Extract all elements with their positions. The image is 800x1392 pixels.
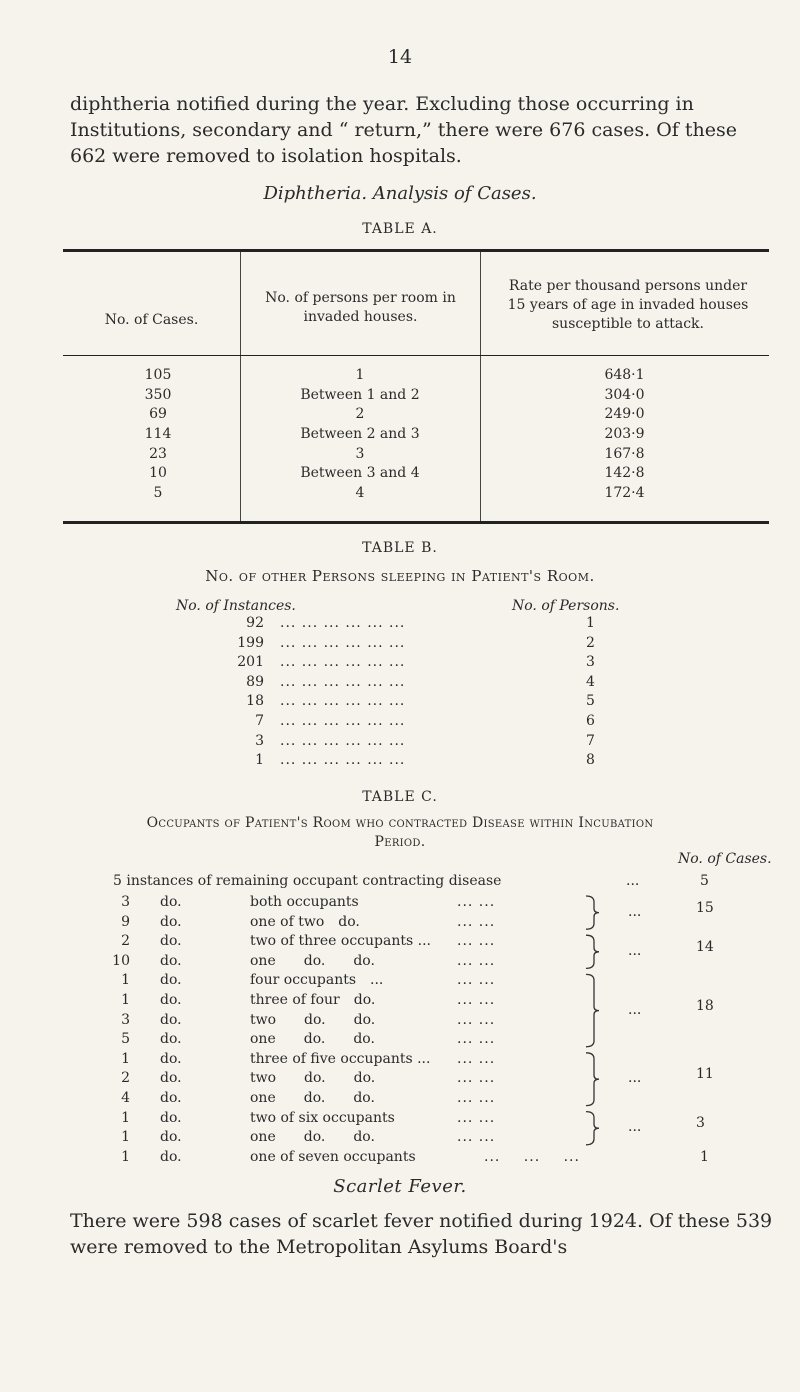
table-c-row-dots: ... ...: [457, 894, 496, 910]
table-cell: 105: [144, 367, 172, 383]
table-c-group-dots: ...: [628, 942, 642, 959]
table-b-persons-value: 4: [586, 673, 595, 690]
table-b-persons-value: 3: [586, 654, 595, 671]
table-a-col-persons: [240, 366, 480, 504]
table-c-count: 3: [121, 894, 130, 910]
table-c-do: do.: [160, 1011, 182, 1028]
table-b-leader-dots: ... ... ... ... ... ...: [280, 713, 406, 729]
table-c-brace: [586, 896, 599, 929]
table-c-row-dots: ... ...: [457, 952, 496, 969]
table-cell: Between 2 and 3: [300, 426, 420, 443]
table-b-instances-value: 7: [255, 713, 264, 729]
table-c-do: do.: [160, 1031, 182, 1048]
table-b-label: TABLE B.: [362, 540, 438, 556]
table-c-count: 1: [121, 1148, 130, 1165]
table-c-do: do.: [160, 952, 182, 969]
scarlet-fever-title: Scarlet Fever.: [333, 1176, 467, 1197]
table-c-description: one do. do.: [250, 1090, 375, 1106]
table-c-description: one of seven occupants: [250, 1148, 416, 1165]
table-c-count: 1: [121, 1109, 130, 1126]
table-c-group-dots: ...: [628, 1070, 642, 1087]
table-c-row-dots: ... ...: [457, 992, 496, 1008]
table-b-persons-value: 6: [586, 713, 595, 729]
table-a-bottom-rule: [63, 521, 769, 524]
table-a: [63, 249, 769, 526]
table-c-row-dots: ... ...: [457, 1109, 496, 1126]
table-c-count: 2: [121, 933, 130, 950]
table-c-count: 1: [121, 1129, 130, 1146]
table-c-group-dots: ...: [628, 1119, 642, 1136]
table-b-leader-dots: ... ... ... ... ... ...: [280, 673, 406, 690]
table-cell: 3: [355, 445, 365, 462]
table-cell: 142·8: [604, 465, 645, 482]
intro-paragraph: diphtheria notified during the year. Excluding those occurring in Institutions, secondary and “ return,” there were 676 cases. Of these 662 were removed to isolation hospitals.: [70, 93, 737, 167]
table-b-instances-value: 1: [255, 752, 264, 769]
table-c-row-dots: ... ...: [457, 933, 496, 950]
table-c-do: do.: [160, 1129, 182, 1146]
table-b-header-persons: No. of Persons.: [512, 598, 620, 614]
table-b-title: No. of other Persons sleeping in Patient's Room.: [205, 567, 595, 585]
table-b-instances-value: 199: [237, 634, 264, 651]
table-c-first-value: 5: [700, 873, 709, 889]
table-c-row-dots: ... ... ...: [484, 1148, 580, 1165]
table-a-header-rate: Rate per thousand persons under 15 years of age in invaded houses susceptible to attack.: [507, 278, 749, 332]
table-c-brace: [586, 974, 599, 1046]
table-c-row-dots: ... ...: [457, 913, 496, 930]
table-b-leader-dots: ... ... ... ... ... ...: [280, 752, 406, 769]
page-number: 14: [387, 46, 413, 68]
table-c-count: 4: [121, 1090, 130, 1106]
table-c-row-dots: ... ...: [457, 1050, 496, 1067]
table-cell: 5: [153, 485, 163, 502]
table-b-persons-value: 7: [586, 732, 595, 749]
table-c-group-dots: ...: [628, 903, 642, 920]
table-b-persons-value: 1: [586, 615, 595, 631]
table-b-leader-dots: ... ... ... ... ... ...: [280, 634, 406, 651]
table-c-do: do.: [160, 1090, 182, 1106]
table-c-row-dots: ... ...: [457, 1011, 496, 1028]
table-b-leader-dots: ... ... ... ... ... ...: [280, 693, 406, 710]
table-c-description: two do. do.: [250, 1070, 376, 1087]
table-b-leader-dots: ... ... ... ... ... ...: [280, 615, 406, 631]
table-a-top-rule: [63, 249, 769, 252]
table-c-row-dots: ... ...: [457, 972, 496, 989]
table-b-instances-value: 201: [237, 654, 264, 671]
table-c-brace: [586, 1112, 599, 1145]
table-c-row-dots: ... ...: [457, 1129, 496, 1146]
table-c-description: one do. do.: [250, 1031, 375, 1048]
table-c-count: 3: [121, 1011, 130, 1028]
table-c-row-dots: ... ...: [457, 1090, 496, 1106]
table-a-col-cases: [118, 366, 198, 504]
section-title: Diphtheria. Analysis of Cases.: [263, 183, 537, 204]
table-c-count: 10: [112, 952, 130, 969]
table-c-first-dots: ...: [626, 873, 640, 889]
table-c-description: one do. do.: [250, 1129, 375, 1146]
table-c-count: 1: [121, 992, 130, 1008]
table-cell: 203·9: [604, 426, 645, 443]
table-b-header-instances: No. of Instances.: [176, 598, 296, 614]
table-c-do: do.: [160, 1070, 182, 1087]
table-c-first-row: 5 instances of remaining occupant contracting disease: [113, 873, 502, 889]
table-b-instances-value: 3: [255, 732, 264, 749]
table-c-description: three of four do.: [250, 992, 376, 1008]
table-c-description: two do. do.: [250, 1011, 376, 1028]
table-cell: 648·1: [604, 367, 645, 383]
table-c-do: do.: [160, 972, 182, 989]
table-c-description: four occupants ...: [250, 972, 384, 989]
table-cell: 23: [149, 445, 167, 462]
table-c-count: 1: [121, 1050, 130, 1067]
table-cell: Between 1 and 2: [300, 386, 420, 403]
table-b-leader-dots: ... ... ... ... ... ...: [280, 732, 406, 749]
table-a-col-rate: [480, 366, 769, 504]
table-c-title-line1: Occupants of Patient's Room who contracted Disease within Incubation: [146, 815, 654, 831]
table-c-row-dots: ... ...: [457, 1070, 496, 1087]
table-c-brace: [586, 935, 599, 968]
table-cell: 114: [144, 426, 172, 443]
table-c-count: 5: [121, 1031, 130, 1048]
table-b-persons-value: 5: [586, 693, 595, 710]
table-cell: 167·8: [604, 445, 645, 462]
table-c-brace: [586, 1053, 599, 1106]
table-c-group-dots: ...: [628, 1001, 642, 1018]
table-c-do: do.: [160, 894, 182, 910]
scarlet-fever-paragraph: There were 598 cases of scarlet fever notified during 1924. Of these 539 were removed to the Metropolitan Asylums Board's: [70, 1210, 773, 1258]
table-a-label: TABLE A.: [362, 221, 438, 237]
table-c-group-value: 3: [696, 1115, 705, 1132]
table-a-header-rule: [63, 355, 769, 356]
table-cell: Between 3 and 4: [300, 465, 420, 482]
table-cell: 172·4: [604, 485, 645, 502]
table-c-header-cases: No. of Cases.: [678, 851, 772, 867]
table-cell: 304·0: [604, 386, 645, 403]
table-c-title-line2: Period.: [374, 834, 426, 850]
table-c-do: do.: [160, 913, 182, 930]
table-c-description: three of five occupants ...: [250, 1050, 431, 1067]
table-cell: 10: [149, 465, 167, 482]
table-c-description: two of six occupants: [250, 1109, 395, 1126]
table-cell: 4: [355, 485, 365, 502]
table-c-do: do.: [160, 1109, 182, 1126]
table-c-description: both occupants: [250, 894, 359, 910]
table-b-instances-value: 92: [246, 615, 264, 631]
table-c-count: 9: [121, 913, 130, 930]
table-c-do: do.: [160, 1050, 182, 1067]
table-c-do: do.: [160, 992, 182, 1008]
table-cell: 2: [355, 406, 365, 423]
table-c-description: one of two do.: [250, 913, 360, 930]
table-b-leader-dots: ... ... ... ... ... ...: [280, 654, 406, 671]
table-c-last-value: 1: [700, 1148, 709, 1165]
table-a-header-persons: No. of persons per room in invaded houses.: [265, 290, 456, 325]
table-c-group-value: 18: [696, 997, 714, 1014]
table-c-group-value: 14: [696, 938, 714, 955]
table-c-count: 2: [121, 1070, 130, 1087]
table-c-description: two of three occupants ...: [250, 933, 431, 950]
table-c-group-value: 11: [696, 1066, 714, 1083]
table-c-row-dots: ... ...: [457, 1031, 496, 1048]
table-c-description: one do. do.: [250, 952, 375, 969]
table-cell: 1: [355, 367, 365, 383]
table-c-do: do.: [160, 1148, 182, 1165]
table-b-persons-value: 8: [586, 752, 595, 769]
table-cell: 249·0: [604, 406, 645, 423]
table-c-do: do.: [160, 933, 182, 950]
table-cell: 350: [144, 386, 172, 403]
table-c-group-value: 15: [696, 899, 714, 916]
table-b-instances-value: 89: [246, 673, 264, 690]
table-c-label: TABLE C.: [362, 789, 438, 805]
table-a-header-cases: No. of Cases.: [104, 312, 199, 328]
table-cell: 69: [149, 406, 167, 423]
table-b-persons-value: 2: [586, 634, 595, 651]
table-b-instances-value: 18: [246, 693, 264, 710]
table-c-count: 1: [121, 972, 130, 989]
